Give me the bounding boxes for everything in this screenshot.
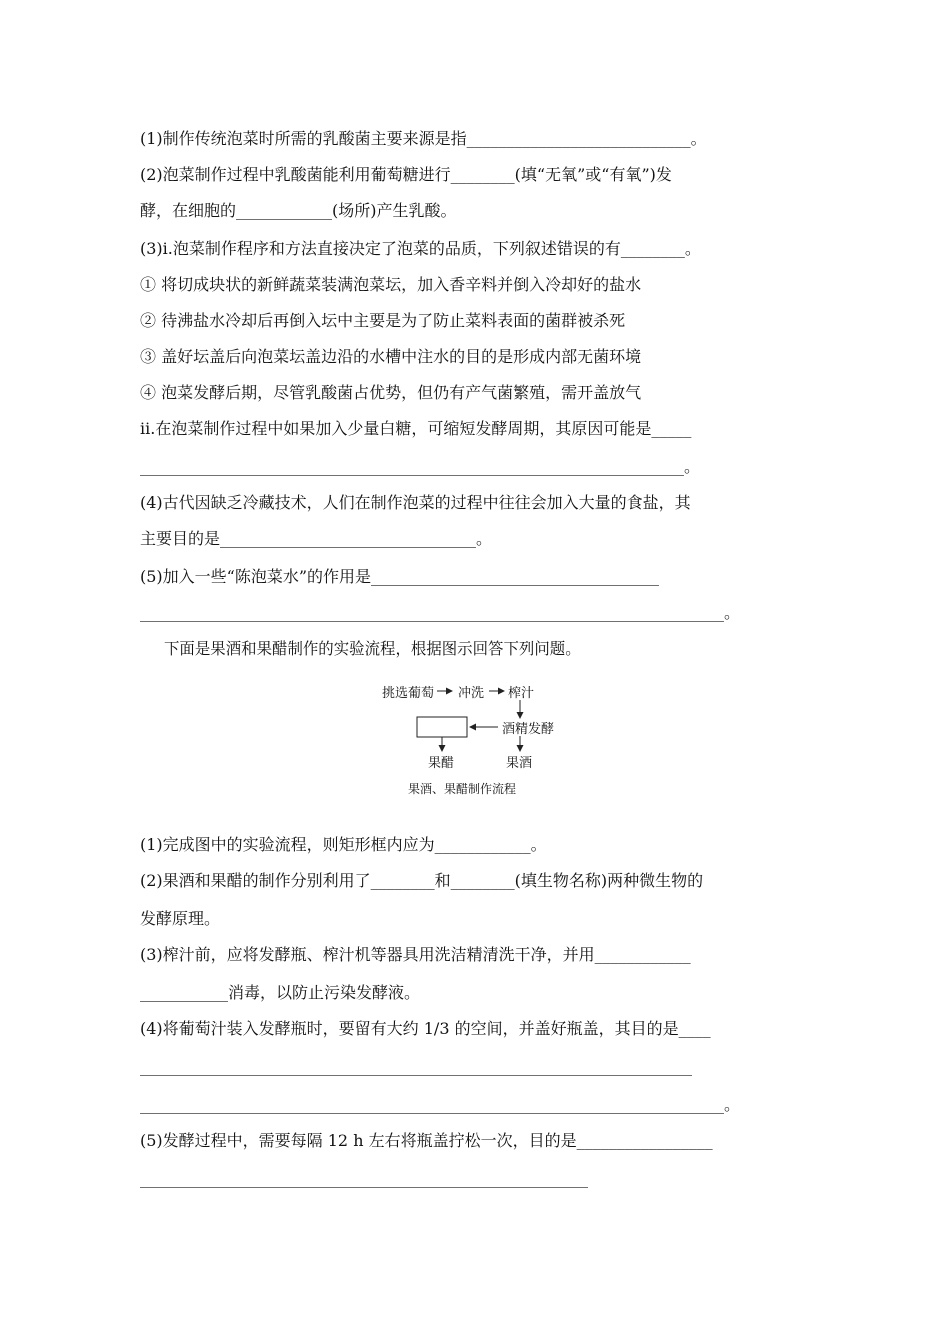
s1-option-4: ④ 泡菜发酵后期，尽管乳酸菌占优势，但仍有产气菌繁殖，需开盖放气 <box>140 383 642 402</box>
step-select-grapes: 挑选葡萄 <box>382 686 435 701</box>
s2-question-4-line-3: _________________________________________________________________________。 <box>140 1095 740 1114</box>
product-vinegar: 果醋 <box>428 756 455 771</box>
s1-question-5-line-1: (5)加入一些“陈泡菜水”的作用是____________________________________ <box>140 567 660 586</box>
s1-question-3: (3)ⅰ.泡菜制作程序和方法直接决定了泡菜的品质，下列叙述错误的有________。 <box>140 239 701 258</box>
s2-intro: 下面是果酒和果醋制作的实验流程，根据图示回答下列问题。 <box>164 639 581 658</box>
s2-question-2-line-2: 发酵原理。 <box>140 909 221 928</box>
s2-question-3-line-1: (3)榨汁前，应将发酵瓶、榨汁机等器具用洗洁精清洗干净，并用____________ <box>140 945 691 964</box>
s1-option-3: ③ 盖好坛盖后向泡菜坛盖边沿的水槽中注水的目的是形成内部无菌环境 <box>140 347 642 366</box>
s2-question-4-line-1: (4)将葡萄汁装入发酵瓶时，要留有大约 1/3 的空间，并盖好瓶盖，其目的是____ <box>140 1019 711 1038</box>
s2-question-5-line-1: (5)发酵过程中，需要每隔 12 h 左右将瓶盖拧松一次，目的是_________________ <box>140 1131 713 1150</box>
s1-question-2-line-1: (2)泡菜制作过程中乳酸菌能利用葡萄糖进行________(填“无氧”或“有氧”)发 <box>140 165 672 184</box>
s2-question-4-line-2: _____________________________________________________________________ <box>140 1057 692 1076</box>
s1-question-3ii-line-1: ⅱ.在泡菜制作过程中如果加入少量白糖，可缩短发酵周期，其原因可能是_____ <box>140 419 692 438</box>
diagram-caption: 果酒、果醋制作流程 <box>408 782 517 796</box>
step-alcohol-fermentation: 酒精发酵 <box>502 722 555 737</box>
s1-question-3ii-line-2: ____________________________________________________________________。 <box>140 457 700 476</box>
s1-question-5-line-2: _________________________________________________________________________。 <box>140 603 740 622</box>
s1-question-1: (1)制作传统泡菜时所需的乳酸菌主要来源是指____________________________。 <box>140 129 707 148</box>
s1-option-2: ② 待沸盐水冷却后再倒入坛中主要是为了防止菜料表面的菌群被杀死 <box>140 311 626 330</box>
step-wash: 冲洗 <box>458 686 485 701</box>
process-flow-diagram <box>380 680 580 800</box>
s1-option-1: ① 将切成块状的新鲜蔬菜装满泡菜坛，加入香辛料并倒入冷却好的盐水 <box>140 275 642 294</box>
blank-process-box <box>417 717 467 737</box>
s2-question-2-line-1: (2)果酒和果醋的制作分别利用了________和________(填生物名称)两种微生物的 <box>140 871 704 890</box>
s1-question-4-line-1: (4)古代因缺乏冷藏技术，人们在制作泡菜的过程中往往会加入大量的食盐，其 <box>140 493 691 512</box>
s2-question-1: (1)完成图中的实验流程，则矩形框内应为____________。 <box>140 835 547 854</box>
s1-question-2-line-2: 酵，在细胞的____________(场所)产生乳酸。 <box>140 201 457 220</box>
s1-question-4-line-2: 主要目的是________________________________。 <box>140 529 493 548</box>
s2-question-3-line-2: ___________消毒，以防止污染发酵液。 <box>140 983 421 1002</box>
step-juice: 榨汁 <box>508 686 535 701</box>
s2-question-5-line-2: ________________________________________________________ <box>140 1169 588 1188</box>
product-wine: 果酒 <box>506 756 533 771</box>
